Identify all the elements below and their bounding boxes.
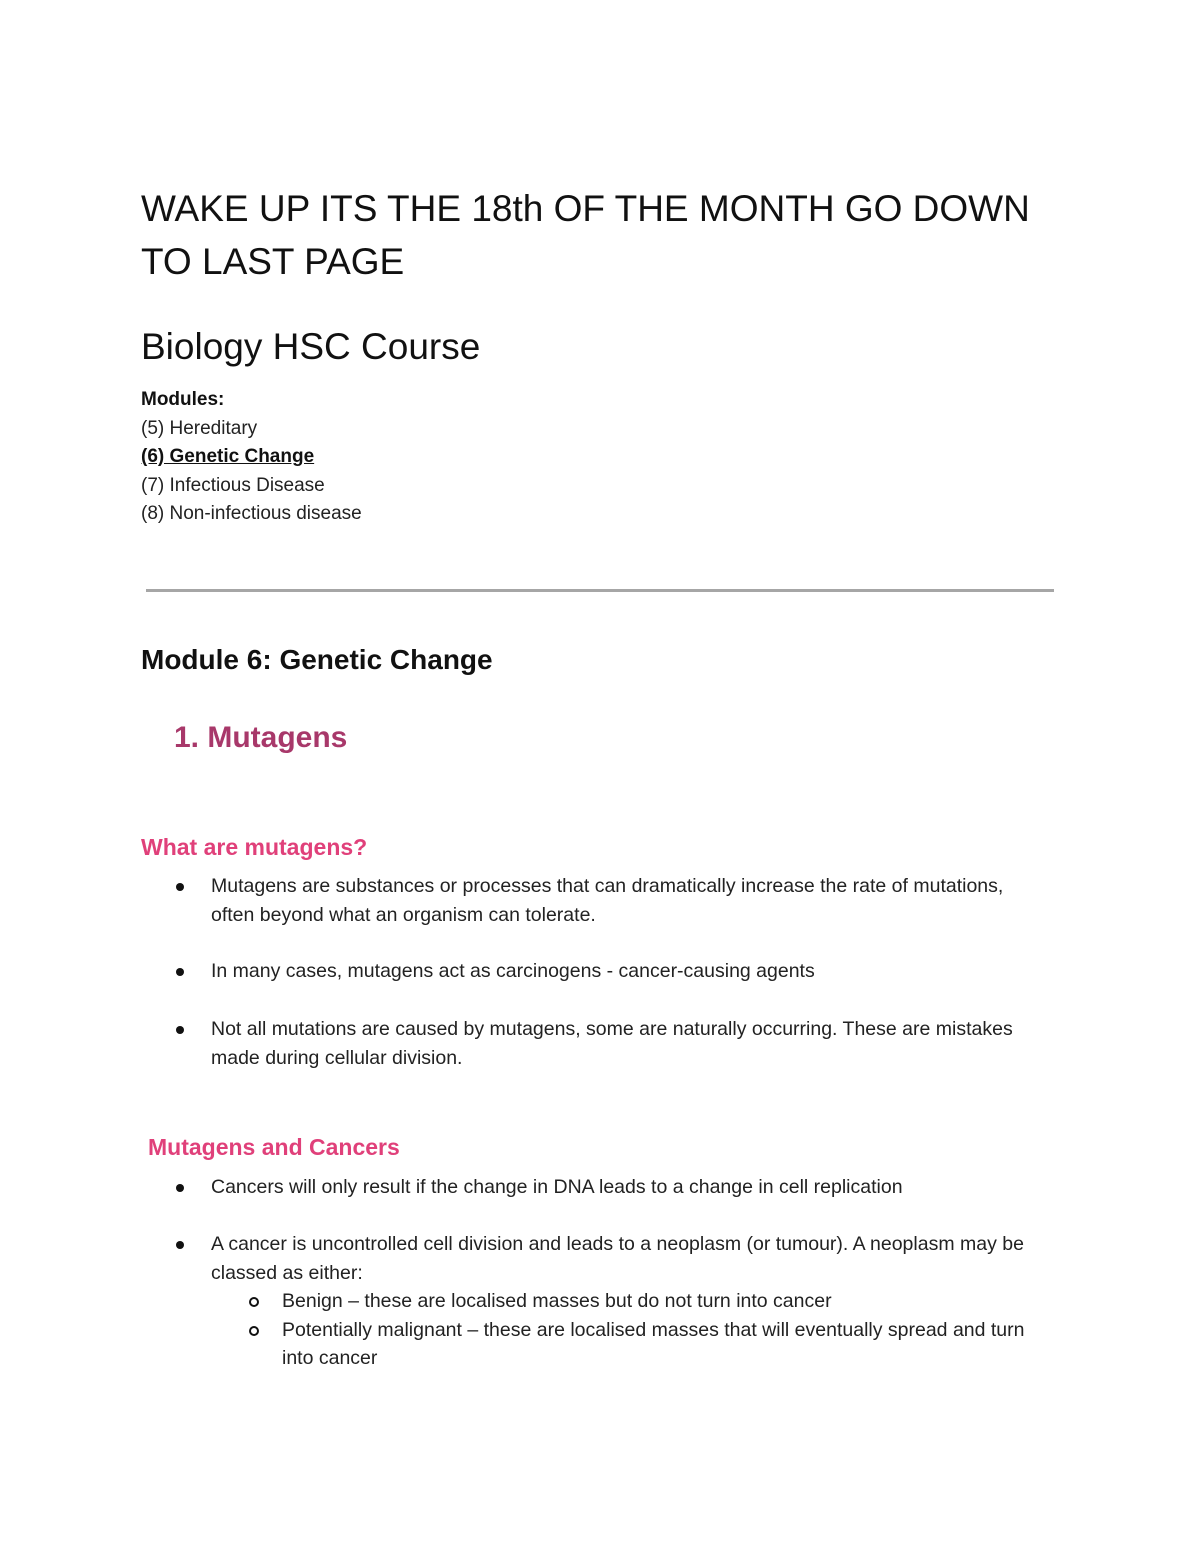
sub-bullet-item: Benign – these are localised masses but do not turn into cancer bbox=[282, 1287, 1042, 1316]
banner-text: WAKE UP ITS THE 18th OF THE MONTH GO DOWN TO LAST PAGE bbox=[141, 188, 1030, 282]
module-item: (7) Infectious Disease bbox=[141, 474, 325, 496]
module-item: (5) Hereditary bbox=[141, 417, 258, 439]
modules-list bbox=[141, 386, 362, 529]
module-item: (8) Non-infectious disease bbox=[141, 503, 362, 524]
bullet-item-with-subitems bbox=[211, 1230, 1051, 1373]
bullet-text: A cancer is uncontrolled cell division and leads to a neoplasm (or tumour). A neoplasm may be classed as either: bbox=[211, 1233, 1024, 1284]
subheading-mutagens-and-cancers: Mutagens and Cancers bbox=[148, 1134, 400, 1160]
course-title: Biology HSC Course bbox=[141, 326, 481, 367]
sub-bullet-list bbox=[211, 1287, 1051, 1373]
module-heading: Module 6: Genetic Change bbox=[141, 644, 493, 675]
module-item-active: (6) Genetic Change bbox=[141, 446, 315, 467]
bullet-item: Not all mutations are caused by mutagens, some are naturally occurring. These are mistakes made during cellular division. bbox=[211, 1015, 1051, 1072]
modules-heading: Modules: bbox=[141, 389, 225, 410]
subheading-what-are-mutagens: What are mutagens? bbox=[141, 834, 368, 860]
horizontal-divider bbox=[146, 589, 1054, 592]
bullet-item: In many cases, mutagens act as carcinogens - cancer-causing agents bbox=[211, 957, 1051, 986]
bullet-item: Cancers will only result if the change in DNA leads to a change in cell replication bbox=[211, 1173, 1051, 1202]
sub-bullet-item: Potentially malignant – these are localised masses that will eventually spread and turn into cancer bbox=[282, 1316, 1042, 1373]
section-heading: 1. Mutagens bbox=[174, 721, 348, 754]
bullet-item: Mutagens are substances or processes that can dramatically increase the rate of mutations, often beyond what an organism can tolerate. bbox=[211, 872, 1051, 929]
